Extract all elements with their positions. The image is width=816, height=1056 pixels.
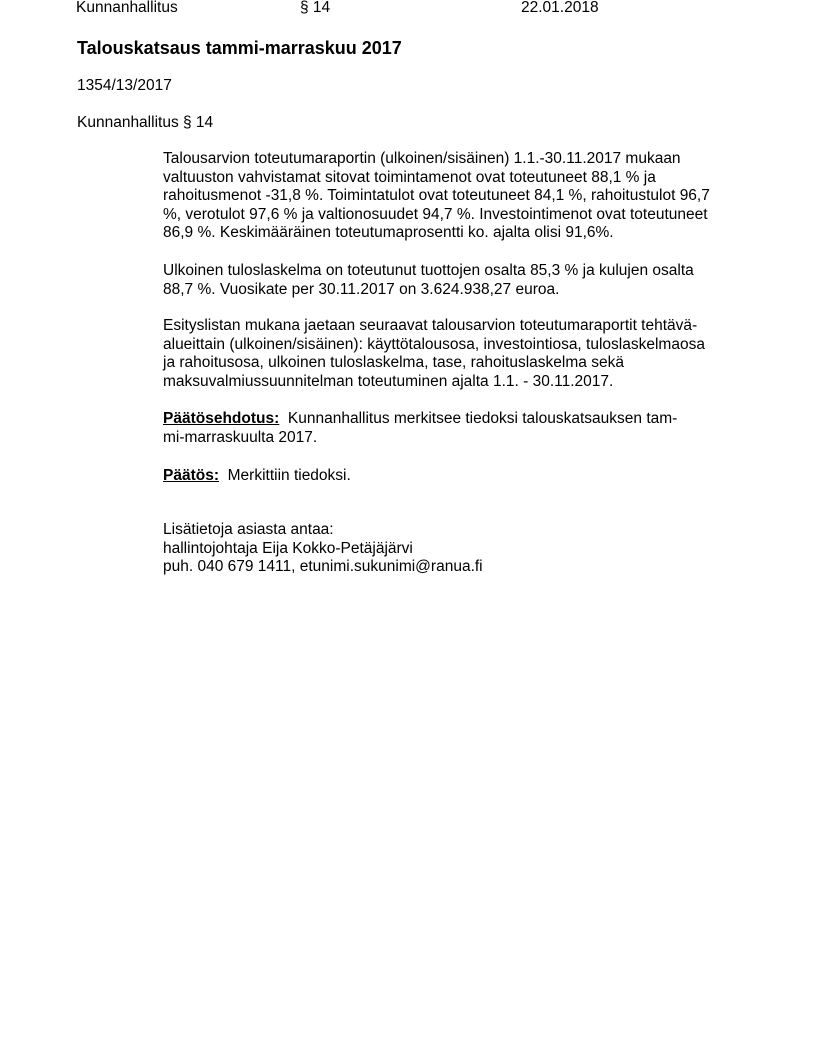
decision-text: Merkittiin tiedoksi.	[227, 467, 351, 484]
document-number: 1354/13/2017	[77, 77, 172, 94]
text-line: Esityslistan mukana jaetaan seuraavat talousarvion toteutumaraportit tehtävä-	[163, 317, 698, 334]
paragraph-budget-realization	[163, 150, 753, 243]
header-paragraph: § 14	[300, 0, 331, 16]
decision	[163, 467, 753, 486]
contact-heading: Lisätietoja asiasta antaa:	[163, 521, 334, 538]
contact-person: hallintojohtaja Eija Kokko-Petäjäjärvi	[163, 539, 413, 557]
text-line: ja rahoitusosa, ulkoinen tuloslaskelma, tase, rahoituslaskelma sekä	[163, 354, 624, 372]
text-line: Ulkoinen tuloslaskelma on toteutunut tuottojen osalta 85,3 % ja kulujen osalta	[163, 262, 694, 279]
text-line: valtuuston vahvistamat sitovat toimintamenot ovat toteutuneet 88,1 % ja	[163, 168, 656, 186]
section-reference: Kunnanhallitus § 14	[77, 114, 214, 131]
paragraph-income-statement	[163, 262, 753, 299]
text-line: 88,7 %. Vuosikate per 30.11.2017 on 3.624.938,27 euroa.	[163, 280, 560, 298]
text-line: 86,9 %. Keskimääräinen toteutumaprosentti ko. ajalta olisi 91,6%.	[163, 224, 614, 242]
text-line: maksuvalmiussuunnitelman toteutuminen ajalta 1.1. - 30.11.2017.	[163, 372, 614, 390]
decision-label: Päätös:	[163, 467, 219, 484]
contact-info	[163, 521, 753, 577]
text-line: alueittain (ulkoinen/sisäinen): käyttötalousosa, investointiosa, tuloslaskelmaosa	[163, 335, 705, 353]
text-line: rahoitusmenot -31,8 %. Toimintatulot ovat toteutuneet 84,1 %, rahoitustulot 96,7	[163, 187, 710, 205]
proposal-text: Kunnanhallitus merkitsee tiedoksi talouskatsauksen tam-	[287, 410, 678, 427]
decision-proposal	[163, 410, 753, 447]
paragraph-distributed-reports	[163, 317, 753, 391]
header-date: 22.01.2018	[521, 0, 599, 16]
contact-phone-email: puh. 040 679 1411, etunimi.sukunimi@ranua.fi	[163, 558, 483, 576]
proposal-label: Päätösehdotus:	[163, 410, 280, 427]
proposal-text-continued: mi-marraskuulta 2017.	[163, 428, 318, 446]
text-line: %, verotulot 97,6 % ja valtionosuudet 94,7 %. Investointimenot ovat toteutuneet	[163, 205, 708, 223]
text-line: Talousarvion toteutumaraportin (ulkoinen/sisäinen) 1.1.-30.11.2017 mukaan	[163, 150, 681, 167]
document-title: Talouskatsaus tammi-marraskuu 2017	[77, 38, 402, 58]
header-organ: Kunnanhallitus	[76, 0, 178, 16]
